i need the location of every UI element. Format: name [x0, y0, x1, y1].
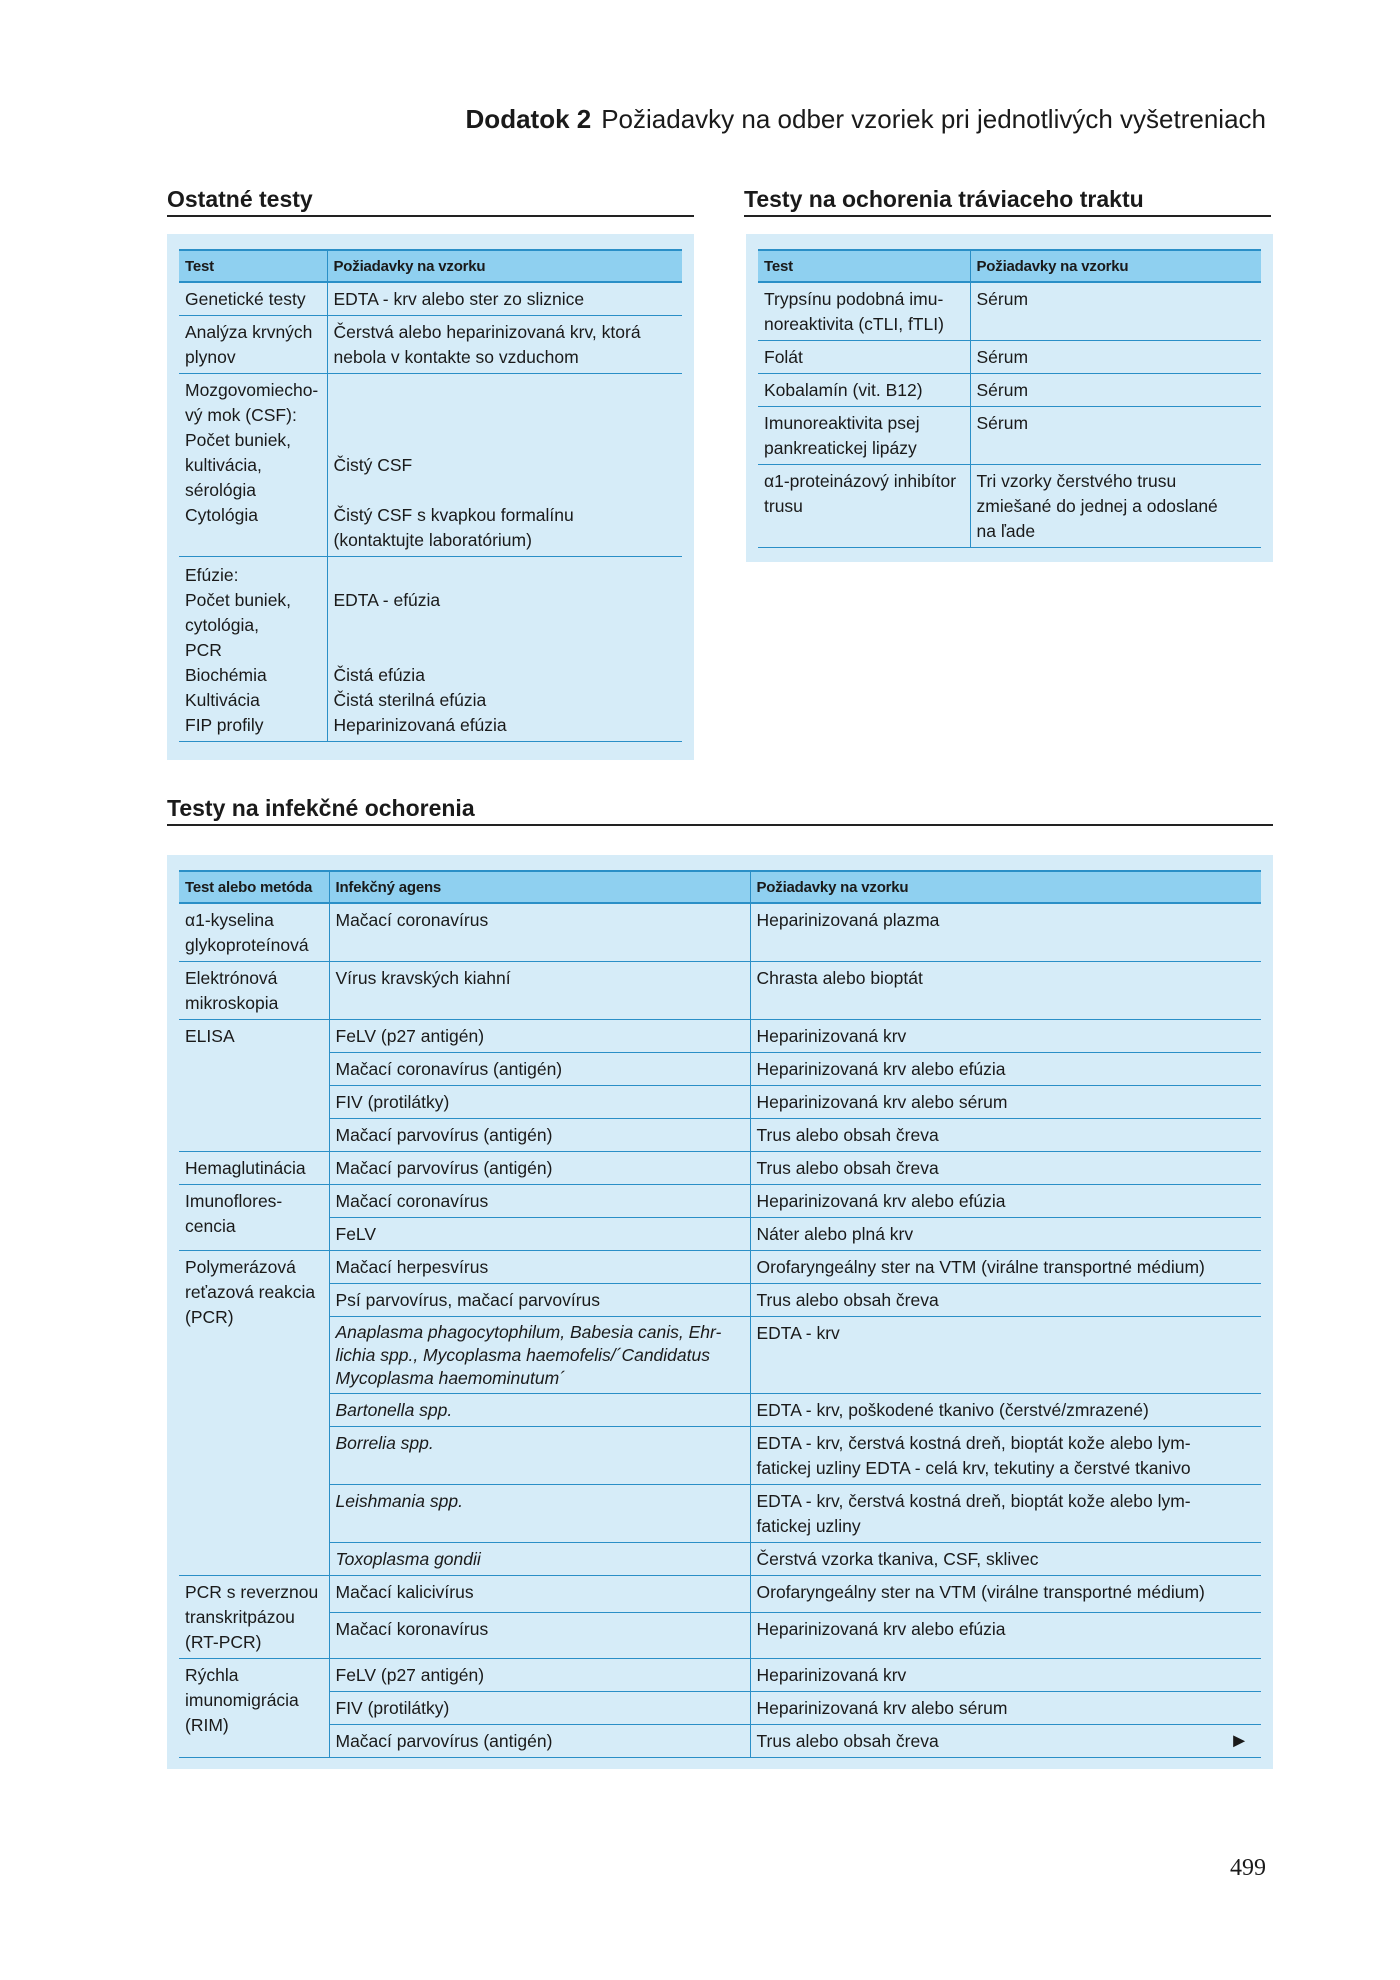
cell-method: Hemaglutinácia: [179, 1152, 329, 1185]
cell-agent: Toxoplasma gondii: [329, 1543, 750, 1576]
cell-agent: Bartonella spp.: [329, 1394, 750, 1427]
table-row: [179, 1020, 1261, 1053]
table-row: [179, 1218, 1261, 1251]
table-row: [758, 407, 1261, 465]
cell-requirements: EDTA - krv: [750, 1317, 1261, 1394]
cell-agent: Mačací parvovírus (antigén): [329, 1725, 750, 1758]
cell-test: Imunoreaktivita psej pankreatickej lipázy: [758, 407, 970, 465]
table-row: [179, 1485, 1261, 1543]
col-header-method: Test alebo metóda: [179, 871, 329, 903]
cell-requirements: EDTA - krv, poškodené tkanivo (čerstvé/zmrazené): [750, 1394, 1261, 1427]
cell-method: ELISA: [179, 1020, 329, 1152]
table-row: [179, 557, 682, 742]
col-header-agent: Infekčný agens: [329, 871, 750, 903]
table-row: [179, 1152, 1261, 1185]
table-row: [179, 1251, 1261, 1284]
cell-test: Folát: [758, 341, 970, 374]
col-header-requirements: Požiadavky na vzorku: [750, 871, 1261, 903]
col-header-test: Test: [179, 250, 327, 282]
section-title-gi: Testy na ochorenia tráviaceho traktu: [744, 186, 1271, 217]
cell-requirements: Čerstvá alebo heparinizovaná krv, ktorá nebola v kontakte so vzduchom: [327, 316, 682, 374]
table-row: [179, 316, 682, 374]
cell-requirements: Heparinizovaná krv alebo efúzia: [750, 1185, 1261, 1218]
cell-method: Polymerázová reťazová reakcia (PCR): [179, 1251, 329, 1576]
cell-requirements: Heparinizovaná krv alebo efúzia: [750, 1053, 1261, 1086]
cell-requirements: EDTA - krv alebo ster zo sliznice: [327, 282, 682, 316]
cell-agent: Leishmania spp.: [329, 1485, 750, 1543]
cell-requirements: Heparinizovaná krv: [750, 1020, 1261, 1053]
cell-requirements: Orofaryngeálny ster na VTM (virálne transportné médium): [750, 1576, 1261, 1613]
cell-requirements: EDTA - efúzia Čistá efúzia Čistá sterilná efúzia Heparinizovaná efúzia: [327, 557, 682, 742]
table-header-row: [179, 871, 1261, 903]
section-title-other: Ostatné testy: [167, 186, 694, 217]
table-row: [179, 282, 682, 316]
page-number: 499: [1230, 1855, 1266, 1881]
table-row: [179, 1692, 1261, 1725]
table-infectious-tests: [179, 870, 1261, 1758]
table-header-row: [179, 250, 682, 282]
cell-requirements: Heparinizovaná krv alebo sérum: [750, 1692, 1261, 1725]
cell-method: Rýchla imunomigrácia (RIM): [179, 1659, 329, 1758]
running-header: [466, 104, 1266, 135]
cell-requirements: Tri vzorky čerstvého trusu zmiešané do jednej a odoslané na ľade: [970, 465, 1261, 548]
table-row: [758, 341, 1261, 374]
table-row: [179, 962, 1261, 1020]
cell-requirements: Chrasta alebo bioptát: [750, 962, 1261, 1020]
table-other-tests: [179, 249, 682, 742]
cell-agent: Mačací parvovírus (antigén): [329, 1152, 750, 1185]
panel-gi-tests: [746, 234, 1273, 562]
table-row: [758, 282, 1261, 341]
appendix-label: Dodatok 2: [465, 104, 592, 134]
table-row: [179, 1185, 1261, 1218]
cell-method: Imunoflores- cencia: [179, 1185, 329, 1251]
cell-requirements: EDTA - krv, čerstvá kostná dreň, bioptát kože alebo lym- fatickej uzliny: [750, 1485, 1261, 1543]
cell-requirements: Sérum: [970, 282, 1261, 341]
cell-agent: Mačací coronavírus: [329, 903, 750, 962]
cell-requirements: Čerstvá vzorka tkaniva, CSF, sklivec: [750, 1543, 1261, 1576]
cell-agent: Mačací coronavírus: [329, 1185, 750, 1218]
appendix-title: Požiadavky na odber vzoriek pri jednotlivých vyšetreniach: [601, 104, 1266, 134]
table-row: [179, 1053, 1261, 1086]
cell-test: Kobalamín (vit. B12): [758, 374, 970, 407]
cell-requirements-text: Trus alebo obsah čreva: [756, 1731, 939, 1751]
col-header-requirements: Požiadavky na vzorku: [327, 250, 682, 282]
cell-agent: Psí parvovírus, mačací parvovírus: [329, 1284, 750, 1317]
table-row: [179, 903, 1261, 962]
cell-requirements: Heparinizovaná plazma: [750, 903, 1261, 962]
cell-agent: Vírus kravských kiahní: [329, 962, 750, 1020]
table-row: [179, 1086, 1261, 1119]
cell-test: Mozgovomiecho- vý mok (CSF): Počet buniek, kultivácia, sérológia Cytológia: [179, 374, 327, 557]
table-row: [179, 1725, 1261, 1758]
cell-agent: Mačací herpesvírus: [329, 1251, 750, 1284]
table-row: [179, 1543, 1261, 1576]
panel-other-tests: [167, 234, 694, 760]
cell-agent: FeLV (p27 antigén): [329, 1659, 750, 1692]
cell-test: α1-proteinázový inhibítor trusu: [758, 465, 970, 548]
table-row: [179, 1394, 1261, 1427]
continue-arrow-icon: ►: [1229, 1730, 1249, 1752]
cell-requirements: Orofaryngeálny ster na VTM (virálne transportné médium): [750, 1251, 1261, 1284]
cell-requirements: Sérum: [970, 374, 1261, 407]
table-row: [179, 1659, 1261, 1692]
table-gi-tests: [758, 249, 1261, 548]
table-row: [179, 1119, 1261, 1152]
cell-method: Elektrónová mikroskopia: [179, 962, 329, 1020]
cell-agent: Mačací parvovírus (antigén): [329, 1119, 750, 1152]
cell-agent: Borrelia spp.: [329, 1427, 750, 1485]
col-header-requirements: Požiadavky na vzorku: [970, 250, 1261, 282]
cell-requirements: Čistý CSF Čistý CSF s kvapkou formalínu (kontaktujte laboratórium): [327, 374, 682, 557]
table-row: [179, 1317, 1261, 1394]
cell-requirements: Heparinizovaná krv alebo efúzia: [750, 1613, 1261, 1659]
table-row: [179, 374, 682, 557]
table-row: [758, 374, 1261, 407]
cell-agent: FIV (protilátky): [329, 1086, 750, 1119]
cell-agent: FIV (protilátky): [329, 1692, 750, 1725]
cell-test: Trypsínu podobná imu- noreaktivita (cTLI, fTLI): [758, 282, 970, 341]
cell-requirements: Heparinizovaná krv: [750, 1659, 1261, 1692]
cell-requirements: Náter alebo plná krv: [750, 1218, 1261, 1251]
cell-requirements: Trus alebo obsah čreva: [750, 1284, 1261, 1317]
cell-agent: FeLV: [329, 1218, 750, 1251]
panel-infectious-tests: [167, 855, 1273, 1769]
table-row: [758, 465, 1261, 548]
cell-requirements: Sérum: [970, 341, 1261, 374]
cell-agent: Anaplasma phagocytophilum, Babesia canis, Ehr- lichia spp., Mycoplasma haemofelis/´Candidatus Mycoplasma haemominutum´: [329, 1317, 750, 1394]
table-row: [179, 1576, 1261, 1613]
cell-requirements: Heparinizovaná krv alebo sérum: [750, 1086, 1261, 1119]
cell-requirements: [750, 1725, 1261, 1758]
cell-agent: FeLV (p27 antigén): [329, 1020, 750, 1053]
cell-test: Efúzie: Počet buniek, cytológia, PCR Biochémia Kultivácia FIP profily: [179, 557, 327, 742]
cell-test: Genetické testy: [179, 282, 327, 316]
cell-test: Analýza krvných plynov: [179, 316, 327, 374]
cell-agent: Mačací kalicivírus: [329, 1576, 750, 1613]
cell-requirements: Trus alebo obsah čreva: [750, 1152, 1261, 1185]
col-header-test: Test: [758, 250, 970, 282]
section-title-infectious: Testy na infekčné ochorenia: [167, 795, 1273, 826]
table-header-row: [758, 250, 1261, 282]
cell-requirements: Sérum: [970, 407, 1261, 465]
table-row: [179, 1613, 1261, 1659]
table-row: [179, 1284, 1261, 1317]
cell-agent: Mačací koronavírus: [329, 1613, 750, 1659]
cell-requirements: EDTA - krv, čerstvá kostná dreň, bioptát kože alebo lym- fatickej uzliny EDTA - celá krv, tekutiny a čerstvé tkanivo: [750, 1427, 1261, 1485]
cell-method: α1-kyselina glykoproteínová: [179, 903, 329, 962]
cell-requirements: Trus alebo obsah čreva: [750, 1119, 1261, 1152]
cell-method: PCR s reverznou transkritpázou (RT-PCR): [179, 1576, 329, 1659]
table-row: [179, 1427, 1261, 1485]
cell-agent: Mačací coronavírus (antigén): [329, 1053, 750, 1086]
